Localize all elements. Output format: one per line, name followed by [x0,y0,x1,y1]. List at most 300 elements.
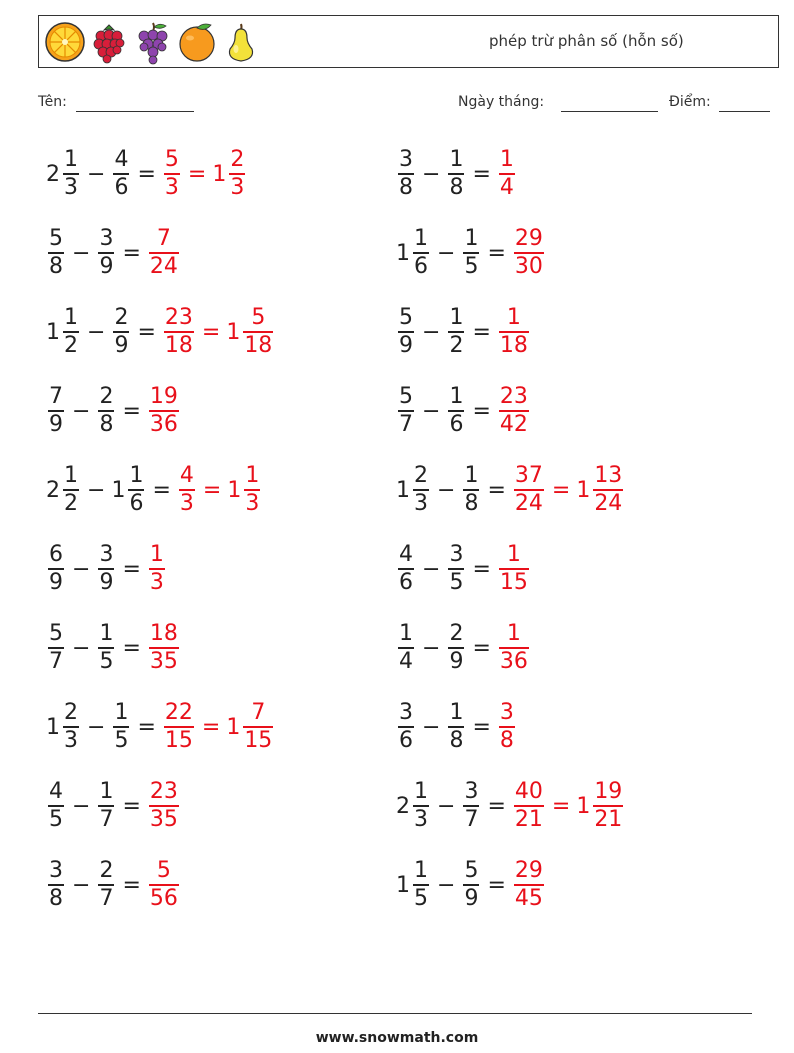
fraction [593,779,623,833]
mixed-number [227,463,262,517]
whole-part: 2 [46,477,60,503]
minus-sign: − [422,714,441,740]
denominator: 9 [464,885,479,911]
fraction [149,621,179,675]
minus-sign: − [437,793,456,819]
numerator: 1 [464,226,479,252]
numerator: 19 [594,779,623,805]
equals-sign: = [472,319,491,345]
numerator: 23 [164,305,193,331]
equals-sign: = [137,319,156,345]
numerator: 2 [414,463,428,489]
grapes-icon [131,19,175,65]
denominator: 9 [49,569,63,595]
numerator: 23 [149,779,178,805]
numerator: 1 [149,542,164,568]
denominator: 7 [99,885,114,911]
fraction [48,542,64,596]
fraction [63,463,79,517]
fraction [448,621,464,675]
equals-sign: = [472,714,491,740]
mixed-number [497,305,531,359]
mixed-number [96,779,116,833]
answer [147,621,181,675]
answer [512,226,546,280]
mixed-number [147,542,167,596]
fraction [63,147,79,201]
denominator: 3 [414,490,428,516]
fraction [398,700,414,754]
mixed-number [461,858,481,912]
name-blank[interactable] [76,111,194,112]
problem-13 [46,618,181,678]
numerator: 19 [149,384,178,410]
mixed-number [446,147,466,201]
denominator: 36 [499,648,528,674]
minus-sign: − [72,240,91,266]
numerator: 18 [149,621,178,647]
whole-part: 1 [396,477,410,503]
denominator: 18 [499,332,528,358]
minus-sign: − [72,635,91,661]
minus-sign: − [422,398,441,424]
whole-part: 1 [396,872,410,898]
mixed-number [512,463,546,517]
problem-3 [46,223,181,283]
equals-sign: = [122,635,141,661]
denominator: 3 [149,569,164,595]
numerator: 1 [399,621,413,647]
denominator: 30 [514,253,543,279]
denominator: 5 [414,885,428,911]
fraction [243,700,273,754]
problem-14 [396,618,531,678]
mixed-number [497,147,517,201]
denominator: 2 [64,490,78,516]
denominator: 8 [49,885,63,911]
fraction [63,305,79,359]
numerator: 1 [449,700,464,726]
mixed-number [396,858,431,912]
problem-10 [396,460,625,520]
numerator: 13 [594,463,623,489]
denominator: 3 [230,174,245,200]
mixed-number [111,147,131,201]
mixed-number [396,542,416,596]
mixed-number [446,621,466,675]
equals-sign: = [472,556,491,582]
problem-4 [396,223,546,283]
denominator: 9 [99,253,114,279]
numerator: 1 [114,700,129,726]
denominator: 3 [179,490,194,516]
mixed-number [147,779,181,833]
denominator: 18 [244,332,273,358]
minus-sign: − [72,793,91,819]
mixed-number [396,305,416,359]
denominator: 35 [149,806,178,832]
answer [497,384,531,438]
denominator: 3 [64,727,78,753]
mixed-number [96,384,116,438]
fraction [413,858,429,912]
numerator: 4 [179,463,194,489]
answer [512,779,625,833]
fraction [113,147,129,201]
denominator: 6 [399,727,413,753]
mixed-number [446,700,466,754]
denominator: 7 [99,806,114,832]
denominator: 9 [449,648,464,674]
fraction [149,779,179,833]
orange-icon [175,19,219,65]
fraction [98,858,114,912]
numerator: 1 [99,779,114,805]
mixed-number [446,305,466,359]
mixed-number [226,700,275,754]
fraction [244,463,260,517]
fraction [499,305,529,359]
problem-8 [396,381,531,441]
mixed-number [497,384,531,438]
equals-sign: = [187,161,207,187]
denominator: 7 [49,648,63,674]
answer [177,463,262,517]
numerator: 5 [49,226,63,252]
mixed-number [147,384,181,438]
numerator: 2 [64,700,78,726]
denominator: 3 [64,174,78,200]
denominator: 5 [114,727,129,753]
fraction [398,305,414,359]
fraction [499,147,515,201]
denominator: 6 [414,253,428,279]
numerator: 1 [506,542,521,568]
numerator: 2 [99,858,114,884]
numerator: 2 [114,305,129,331]
numerator: 5 [399,384,413,410]
fraction [499,542,529,596]
numerator: 3 [399,147,413,173]
answer [147,779,181,833]
equals-sign: = [152,477,171,503]
denominator: 36 [149,411,178,437]
mixed-number [461,463,481,517]
fraction [514,858,544,912]
denominator: 24 [149,253,178,279]
problem-5 [46,302,275,362]
whole-part: 1 [46,319,60,345]
fraction [98,621,114,675]
equals-sign: = [122,398,141,424]
mixed-number [396,621,416,675]
mixed-number [162,700,196,754]
denominator: 9 [399,332,413,358]
mixed-number [46,700,81,754]
whole-part: 1 [111,477,126,503]
mixed-number [396,147,416,201]
equals-sign: = [137,161,156,187]
numerator: 1 [449,147,464,173]
denominator: 18 [164,332,193,358]
orange-slice-icon [43,19,87,65]
mixed-number [512,858,546,912]
numerator: 1 [506,305,521,331]
equals-sign: = [201,319,221,345]
mixed-number [177,463,197,517]
minus-sign: − [87,319,106,345]
fraction [149,542,165,596]
denominator: 8 [99,411,114,437]
denominator: 8 [499,727,514,753]
fraction [149,226,179,280]
whole-part: 1 [396,240,410,266]
fraction [463,858,479,912]
denominator: 9 [49,411,63,437]
mixed-number [461,779,481,833]
numerator: 3 [49,858,63,884]
denominator: 56 [149,885,178,911]
problem-19 [46,855,181,915]
numerator: 1 [64,147,78,173]
fraction [593,463,623,517]
numerator: 5 [464,858,479,884]
denominator: 5 [99,648,114,674]
answer [497,305,531,359]
problem-6 [396,302,531,362]
fraction [514,463,544,517]
fraction [48,384,64,438]
whole-part: 1 [576,793,591,819]
fraction [499,384,529,438]
mixed-number [147,621,181,675]
denominator: 5 [49,806,63,832]
numerator: 1 [129,463,144,489]
fraction [98,779,114,833]
mixed-number [396,384,416,438]
numerator: 40 [514,779,543,805]
denominator: 24 [514,490,543,516]
fraction [448,542,464,596]
numerator: 37 [514,463,543,489]
numerator: 1 [414,858,428,884]
equals-sign: = [202,477,222,503]
fraction [398,621,414,675]
equals-sign: = [122,240,141,266]
problem-16 [396,697,517,757]
fraction [398,147,414,201]
denominator: 24 [594,490,623,516]
denominator: 6 [129,490,144,516]
numerator: 4 [49,779,63,805]
numerator: 4 [114,147,129,173]
fraction [98,542,114,596]
whole-part: 1 [227,477,242,503]
denominator: 9 [99,569,114,595]
mixed-number [396,226,431,280]
minus-sign: − [437,240,456,266]
whole-part: 1 [226,714,241,740]
mixed-number [446,384,466,438]
equals-sign: = [472,161,491,187]
fraction [48,779,64,833]
minus-sign: − [72,556,91,582]
equals-sign: = [487,793,506,819]
date-blank[interactable] [561,111,658,112]
mixed-number [396,700,416,754]
mixed-number [46,621,66,675]
numerator: 6 [49,542,63,568]
fraction [128,463,144,517]
denominator: 4 [399,648,413,674]
numerator: 5 [399,305,413,331]
fraction [448,305,464,359]
denominator: 6 [449,411,464,437]
whole-part: 1 [576,477,591,503]
problem-20 [396,855,546,915]
numerator: 3 [499,700,514,726]
numerator: 23 [499,384,528,410]
equals-sign: = [551,477,571,503]
fraction [413,463,429,517]
fraction [243,305,273,359]
whole-part: 2 [396,793,410,819]
denominator: 5 [449,569,464,595]
fraction [448,384,464,438]
mixed-number [111,305,131,359]
fraction [229,147,245,201]
fraction [398,542,414,596]
problem-9 [46,460,262,520]
equals-sign: = [122,793,141,819]
answer [162,700,275,754]
numerator: 1 [414,779,428,805]
answer [512,463,625,517]
denominator: 45 [514,885,543,911]
numerator: 3 [399,700,413,726]
equals-sign: = [122,556,141,582]
denominator: 6 [399,569,413,595]
denominator: 5 [464,253,479,279]
mixed-number [162,305,196,359]
problem-2 [396,144,517,204]
numerator: 22 [164,700,193,726]
denominator: 3 [164,174,179,200]
numerator: 1 [245,463,260,489]
fraction [149,858,179,912]
numerator: 3 [464,779,479,805]
minus-sign: − [422,556,441,582]
whole-part: 1 [212,161,227,187]
fraction [514,226,544,280]
fraction [48,621,64,675]
minus-sign: − [422,161,441,187]
minus-sign: − [72,398,91,424]
numerator: 29 [514,858,543,884]
fraction [413,226,429,280]
mixed-number [461,226,481,280]
numerator: 4 [399,542,413,568]
equals-sign: = [551,793,571,819]
worksheet-header [38,15,779,68]
fraction [514,779,544,833]
fraction [98,226,114,280]
numerator: 1 [64,463,78,489]
problem-11 [46,539,167,599]
numerator: 5 [49,621,63,647]
pear-icon [219,19,263,65]
denominator: 2 [449,332,464,358]
equals-sign: = [487,240,506,266]
mixed-number [46,858,66,912]
mixed-number [96,858,116,912]
problem-18 [396,776,625,836]
mixed-number [576,779,625,833]
numerator: 7 [156,226,171,252]
minus-sign: − [422,635,441,661]
denominator: 9 [114,332,129,358]
denominator: 15 [244,727,273,753]
answer [497,700,517,754]
numerator: 5 [156,858,171,884]
mixed-number [46,542,66,596]
worksheet-title: phép trừ phân số (hỗn số) [489,32,684,50]
equals-sign: = [122,872,141,898]
mixed-number [96,542,116,596]
answer [512,858,546,912]
equals-sign: = [472,398,491,424]
numerator: 2 [449,621,464,647]
answer [147,384,181,438]
footer-url: www.snowmath.com [315,1030,479,1046]
numerator: 3 [99,542,114,568]
whole-part: 2 [46,161,60,187]
fraction [63,700,79,754]
fraction [113,305,129,359]
denominator: 21 [514,806,543,832]
minus-sign: − [422,319,441,345]
equals-sign: = [487,872,506,898]
numerator: 29 [514,226,543,252]
denominator: 8 [49,253,63,279]
denominator: 2 [64,332,78,358]
mixed-number [96,621,116,675]
numerator: 1 [499,147,514,173]
denominator: 35 [149,648,178,674]
numerator: 1 [449,384,464,410]
mixed-number [162,147,182,201]
fraction [48,858,64,912]
mixed-number [46,226,66,280]
numerator: 2 [230,147,245,173]
student-info-row [38,94,770,116]
score-blank[interactable] [719,111,770,112]
problem-7 [46,381,181,441]
numerator: 5 [251,305,266,331]
fraction [448,147,464,201]
mixed-number [147,226,181,280]
problem-1 [46,144,247,204]
answer [497,147,517,201]
minus-sign: − [87,477,106,503]
denominator: 8 [449,727,464,753]
date-label: Ngày tháng: [458,94,545,110]
raspberry-icon [87,19,131,65]
denominator: 7 [464,806,479,832]
denominator: 8 [449,174,464,200]
mixed-number [212,147,247,201]
minus-sign: − [437,477,456,503]
